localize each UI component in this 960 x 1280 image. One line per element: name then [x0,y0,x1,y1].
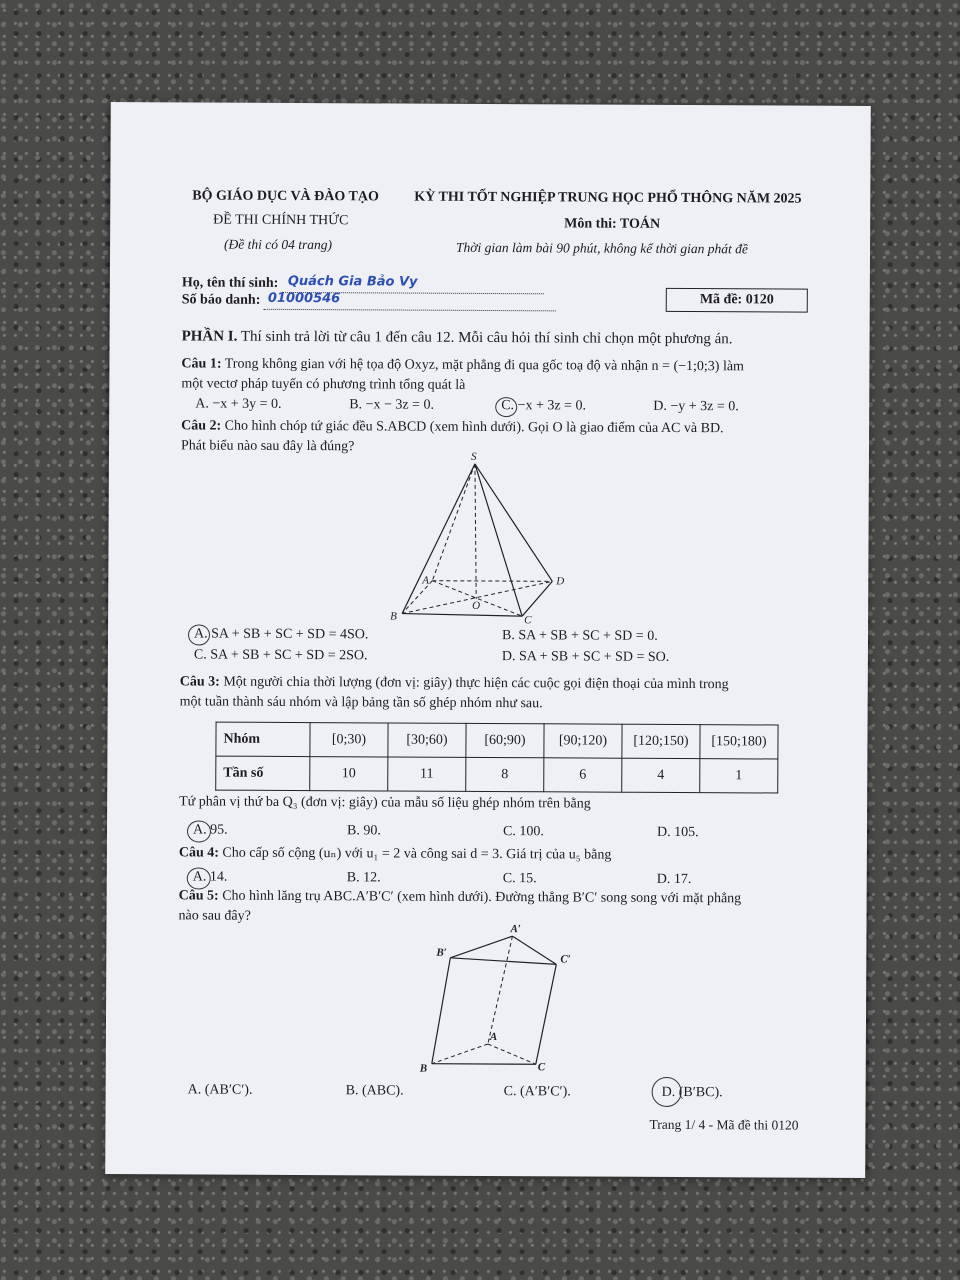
edge-bc [402,614,522,617]
q1-option-a[interactable]: A. −x + 3y = 0. [195,396,282,412]
edge-cc1 [536,964,557,1064]
edge-sd [474,464,553,581]
q3-answer-circle [187,820,211,842]
edge-ab [432,1044,488,1064]
edge-a1b1 [450,936,512,958]
edge-sb [402,464,475,614]
label-o: O [472,599,481,612]
table-cell: [90;120) [544,724,622,758]
table-cell: [120;150) [622,724,700,758]
candidate-id-value: 01000546 [267,290,341,307]
candidate-id-field[interactable] [264,290,556,312]
q2-option-b[interactable]: B. SA + SB + SC + SD = 0. [501,628,658,644]
q5-answer-circle [652,1077,682,1107]
edge-b1c1 [450,958,556,965]
q5-option-b[interactable]: B. (ABC). [345,1083,404,1099]
q3-text2: một tuần thành sáu nhóm và lập bảng tần số ghép nhóm như sau. [179,694,543,712]
q1-answer-circle [495,397,517,417]
table-cell: 4 [622,758,700,792]
q2-text1: Cho hình chóp tứ giác đều S.ABCD (xem hình dưới). Gọi O là giao điểm của AC và BD. [224,418,724,437]
q3-text3: Tứ phân vị thứ ba Q₃ (đơn vị: giây) của mẫu số liệu ghép nhóm trên bằng [179,794,591,812]
q2-line1 [181,418,724,437]
label-s: S [470,450,477,463]
q3-option-d[interactable]: D. 105. [656,824,699,841]
time-note: Thời gian làm bài 90 phút, không kể thời gian phát đề [456,239,748,257]
q4-option-a[interactable]: A. 14. [192,869,228,885]
q3-option-c[interactable]: C. 100. [502,824,544,840]
q5-line1 [179,888,742,907]
q4-option-b[interactable]: B. 12. [346,870,381,886]
label-a: A [489,1031,498,1044]
q4-line1 [179,844,612,863]
label-c-prime: C′ [560,953,571,966]
table-row-frequencies [216,756,778,793]
label-b: B [390,610,397,623]
q1-option-d[interactable]: D. −y + 3z = 0. [653,398,739,415]
q2-answer-circle [188,624,210,645]
edge-a1c1 [512,936,556,964]
exam-code-box: Mã đề: 0120 [666,288,808,313]
edge-sa [432,464,475,581]
q5-label: Câu 5: [178,888,219,904]
table-cell: [150;180) [700,725,778,759]
table-header-frequency: Tần số [216,756,310,790]
candidate-id-row [182,292,556,311]
edge-bc [432,1064,536,1065]
table-cell: 1 [700,759,778,793]
prism-figure [419,923,583,1077]
table-cell: [0;30) [310,723,388,757]
q2-label: Câu 2: [181,418,222,434]
q5-option-a[interactable]: A. (AB′C′). [187,1082,253,1098]
q5-text1: Cho hình lăng trụ ABC.A′B′C′ (xem hình dưới). Đường thẳng B′C′ song song với mặt phẳng [222,888,742,907]
candidate-id-label: Số báo danh: [181,292,261,308]
q4-option-c[interactable]: C. 15. [502,871,537,887]
frequency-table [215,722,778,794]
part1-instruction: Thí sinh trả lời từ câu 1 đến câu 12. Mỗi câu hỏi thí sinh chỉ chọn một phương án. [240,328,733,348]
q1-text2: một vectơ pháp tuyến có phương trình tổng quát là [181,376,466,393]
table-cell: [60;90) [466,723,544,757]
exam-paper [105,102,871,1178]
q4-option-d[interactable]: D. 17. [656,871,692,888]
edge-aa1 [488,936,513,1044]
q2-option-a[interactable]: A. SA + SB + SC + SD = 4SO. [193,626,369,643]
q3-option-b[interactable]: B. 90. [346,823,381,839]
q5-text2: nào sau đây? [178,908,251,924]
q1-text1: Trong không gian với hệ tọa độ Oxyz, mặt phẳng đi qua gốc toạ độ và nhận n = (−1;0;3) làm [224,356,744,375]
pyramid-figure [388,450,579,627]
label-a: A [422,574,430,587]
label-a-prime: A′ [510,923,521,936]
part1-title: PHẦN I. [181,328,238,345]
edge-ad [432,581,552,582]
table-cell: 11 [388,757,466,791]
q5-option-c[interactable]: C. (A′B′C′). [503,1084,571,1100]
q2-text2: Phát biểu nào sau đây là đúng? [180,438,355,455]
q1-option-b[interactable]: B. −x − 3z = 0. [349,397,435,413]
table-cell: 10 [310,757,388,791]
label-b-prime: B′ [436,946,447,959]
official-label: ĐỀ THI CHÍNH THỨC [213,212,349,229]
q1-line1 [181,356,744,375]
edge-ac [488,1044,536,1064]
q3-line1 [180,674,729,693]
pages-note: (Đề thi có 04 trang) [224,236,333,253]
page-footer: Trang 1/ 4 - Mã đề thi 0120 [649,1116,799,1133]
candidate-name-value: Quách Gia Bảo Vy [287,273,418,290]
q4-text1: Cho cấp số cộng (uₙ) với u₁ = 2 và công sai d = 3. Giá trị của u₅ bằng [222,845,612,863]
q3-label: Câu 3: [179,674,220,690]
label-b: B [419,1062,428,1075]
q3-text1: Một người chia thời lượng (đơn vị: giây) thực hiện các cuộc gọi điện thoại của mình trong [223,674,729,693]
q1-option-c[interactable]: C. −x + 3z = 0. [501,398,587,414]
part1-line [182,328,733,348]
candidate-name-label: Họ, tên thí sinh: [181,275,279,291]
edge-bb1 [432,958,451,1064]
label-c: C [537,1061,546,1074]
q1-label: Câu 1: [181,356,222,372]
subject-label: Môn thi: TOÁN [564,216,661,232]
q3-option-a[interactable]: A. 95. [192,822,228,838]
ministry-name: BỘ GIÁO DỤC VÀ ĐÀO TẠO [192,188,379,205]
label-c: C [524,614,532,627]
exam-title: KỲ THI TỐT NGHIỆP TRUNG HỌC PHỔ THÔNG NĂM 2025 [414,189,802,207]
q2-option-c[interactable]: C. SA + SB + SC + SD = 2SO. [193,647,368,664]
q4-answer-circle [187,867,211,889]
q5-option-d[interactable]: D. (B′BC). [661,1084,723,1101]
label-d: D [556,575,565,588]
candidate-name-row [182,275,544,294]
q2-option-d[interactable]: D. SA + SB + SC + SD = SO. [501,649,670,665]
table-header-groups: Nhóm [216,722,310,756]
table-cell: 6 [544,758,622,792]
table-row-groups [216,722,778,759]
height-so [474,464,477,599]
q4-label: Câu 4: [178,845,219,861]
table-cell: [30;60) [388,723,466,757]
table-cell: 8 [466,757,544,791]
